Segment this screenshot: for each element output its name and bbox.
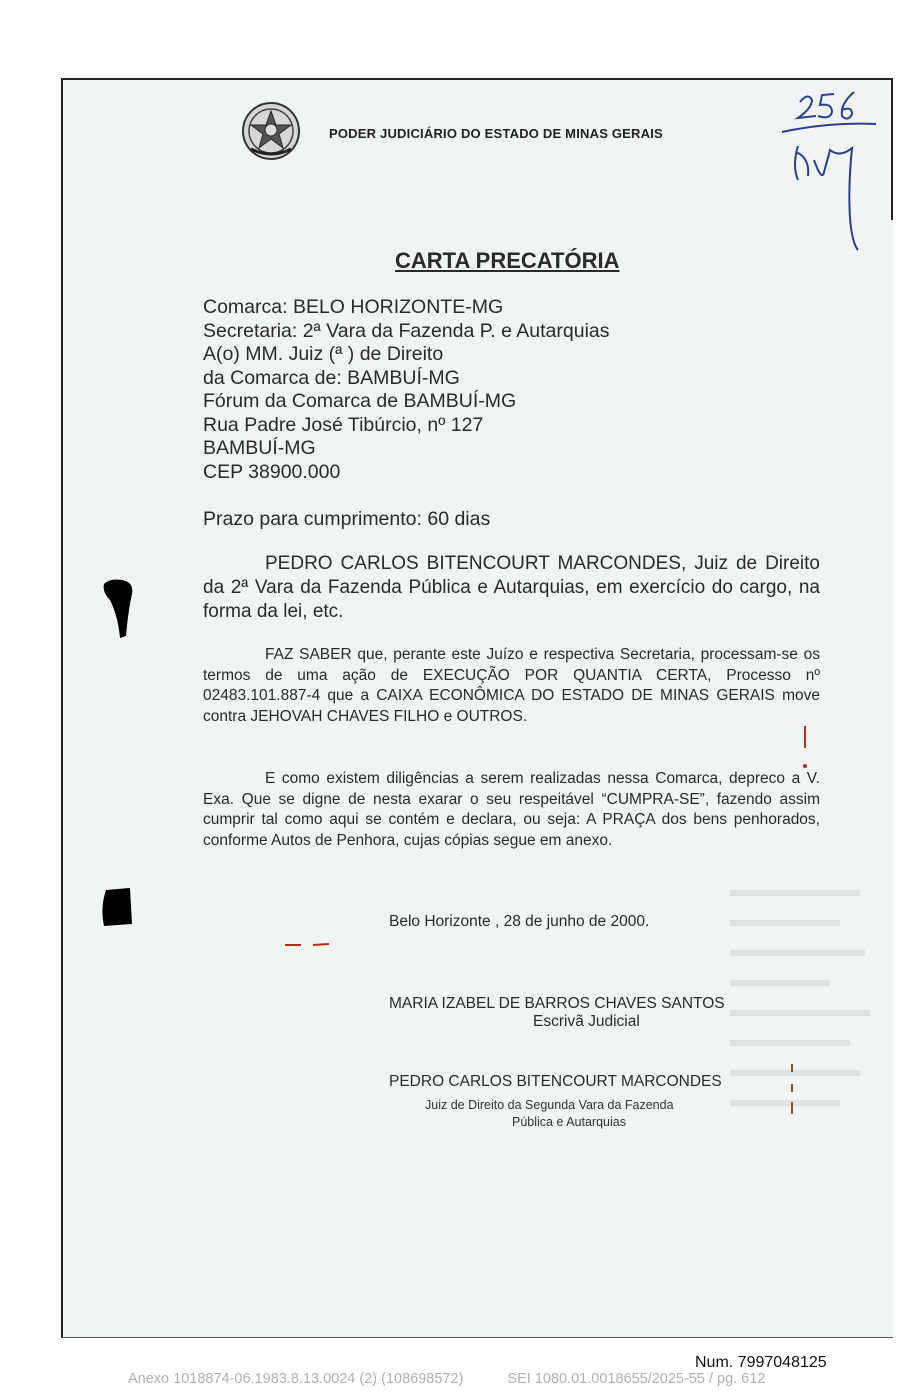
document-number-stamp: Num. 7997048125 [695, 1354, 827, 1371]
signature-2-role-line-2: Pública e Autarquias [512, 1115, 626, 1129]
address-line: A(o) MM. Juiz (ª ) de Direito [203, 343, 444, 365]
punch-hole-mark [100, 576, 140, 640]
address-line: Secretaria: 2ª Vara da Fazenda P. e Autarquias [203, 319, 610, 342]
body-paragraph-1 [203, 645, 820, 727]
body-paragraph-2 [203, 769, 820, 851]
address-line: BAMBUÍ-MG [203, 437, 316, 459]
coat-of-arms-seal-icon [241, 101, 301, 161]
address-line: Comarca: BELO HORIZONTE-MG [203, 296, 504, 318]
judge-paragraph [203, 552, 820, 624]
signature-2-name: PEDRO CARLOS BITENCOURT MARCONDES [389, 1073, 722, 1090]
deadline-line: Prazo para cumprimento: 60 dias [203, 508, 491, 530]
footer-sei: SEI 1080.01.0018655/2025-55 / pg. 612 [507, 1371, 766, 1387]
body-paragraph-2-text: E como existem diligências a serem realizadas nessa Comarca, depreco a V. Exa. Que se digne de nesta exarar o seu respeitável “CUMPRA-SE”, fazendo assim cumprir tal como aqui se contém e declara, ou seja: A PRAÇA dos bens penhorados, conforme Autos de Penhora, cujas cópias segue em anexo. [203, 770, 820, 849]
address-block [203, 296, 610, 484]
address-line: Fórum da Comarca de BAMBUÍ-MG [203, 390, 517, 412]
address-line: da Comarca de: BAMBUÍ-MG [203, 366, 460, 389]
body-paragraph-1-text: FAZ SABER que, perante este Juízo e respectiva Secretaria, processam-se os termos de uma ação de EXECUÇÃO POR QUANTIA CERTA, Processo nº 02483.101.887-4 que a CAIXA ECONÔMICA DO ESTADO DE MINAS GERAIS move contra JEHOVAH CHAVES FILHO e OUTROS. [203, 646, 820, 725]
handwritten-number-text: 256 [804, 116, 806, 117]
signature-1-role: Escrivã Judicial [533, 1013, 640, 1030]
signature-2-role-line-1: Juiz de Direito da Segunda Vara da Fazenda [425, 1098, 674, 1112]
page-edge [891, 80, 893, 220]
judge-paragraph-text: PEDRO CARLOS BITENCOURT MARCONDES, Juiz de Direito da 2ª Vara da Fazenda Pública e Autarquias, em exercício do cargo, na forma da lei, etc. [203, 553, 820, 622]
signature-1-name: MARIA IZABEL DE BARROS CHAVES SANTOS [389, 995, 725, 1012]
date-line: Belo Horizonte , 28 de junho de 2000. [389, 913, 650, 930]
footer-annex: Anexo 1018874-06.1983.8.13.0024 (2) (108698572) [128, 1371, 464, 1387]
punch-hole-mark [100, 886, 136, 928]
stray-mark [786, 1062, 798, 1118]
institution-header: PODER JUDICIÁRIO DO ESTADO DE MINAS GERAIS [329, 126, 663, 141]
address-line: Rua Padre José Tibúrcio, nº 127 [203, 413, 484, 436]
stray-mark [283, 940, 335, 950]
footer [128, 1371, 805, 1387]
handwritten-page-number [778, 88, 878, 258]
document-title: CARTA PRECATÓRIA [395, 248, 620, 273]
stray-mark [800, 726, 810, 786]
address-line: CEP 38900.000 [203, 460, 341, 483]
